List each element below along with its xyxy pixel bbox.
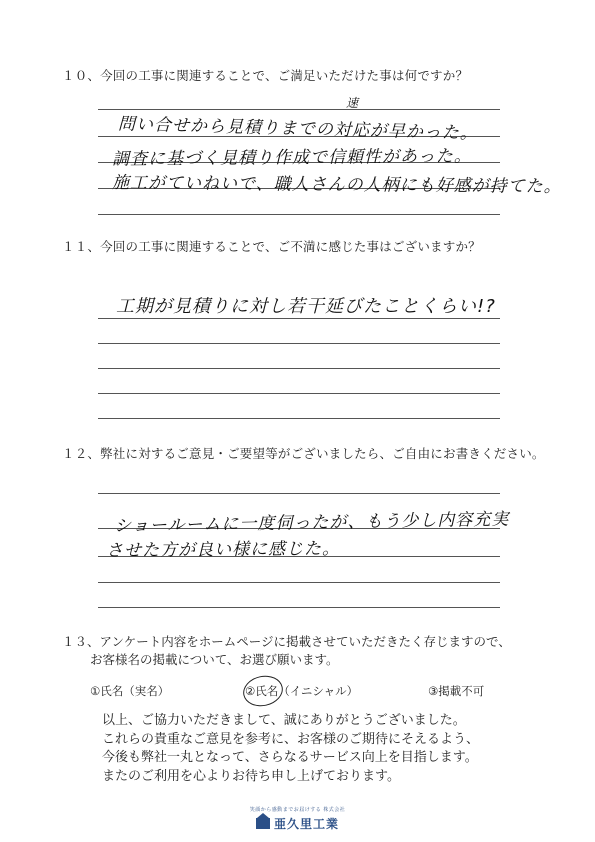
company-brand xyxy=(256,815,339,832)
q12-line-1 xyxy=(98,493,500,494)
q10-answer-3: 施工がていねいで、職人さんの人柄にも好感が持てた。 xyxy=(111,173,562,197)
option-real-name[interactable]: ①氏名（実名） xyxy=(90,684,170,698)
q13-question xyxy=(62,633,511,669)
q12-answer-1: ショールームに一度伺ったが、もう少し内容充実 xyxy=(113,509,510,537)
q11-line-5 xyxy=(98,418,500,419)
closing-line-3: 今後も弊社一丸となって、さらなるサービス向上を目指します。 xyxy=(102,750,478,765)
closing-line-2: これらの貴重なご意見を参考に、お客様のご期待にそえるよう、 xyxy=(102,731,480,747)
q13-question-line-2: お客様名の掲載について、お選び願います。 xyxy=(90,652,339,667)
q10-correction: 速 xyxy=(346,96,360,110)
q12-answer-2: させた方が良い様に感じた。 xyxy=(105,538,341,562)
q12-line-4 xyxy=(98,582,500,583)
closing-message xyxy=(102,712,479,786)
footer xyxy=(0,806,595,833)
company-tagline: 笑顔から感動までお届けする 株式会社 xyxy=(249,807,346,813)
q11-answer-1: 工期が見積りに対し若干延びたことくらい!? xyxy=(116,296,496,317)
q10-question: １０、今回の工事に関連することで、ご満足いただけた事は何ですか？ xyxy=(62,68,469,83)
q10-answer-2: 調査に基づく見積り作成で信頼性があった。 xyxy=(111,146,472,170)
q10-answer-1: 問い合せから見積りまでの対応が早かった。 xyxy=(117,114,479,144)
closing-line-1: 以上、ご協力いただきまして、誠にありがとうございました。 xyxy=(102,713,466,728)
q11-line-1 xyxy=(98,318,500,319)
company-name: 亜久里工業 xyxy=(273,817,339,831)
option-initial[interactable]: ②氏名（イニシャル） xyxy=(245,684,359,698)
q11-question: １１、今回の工事に関連することで、ご不満に感じた事はございますか？ xyxy=(62,239,481,254)
q10-line-5 xyxy=(98,214,500,215)
q13-question-line-1: １３、アンケート内容をホームページに掲載させていただきたく存じますので、 xyxy=(62,634,511,649)
q11-line-4 xyxy=(98,393,500,394)
option-no-publish[interactable]: ③掲載不可 xyxy=(428,684,485,698)
closing-line-4: またのご利用を心よりお待ち申し上げております。 xyxy=(102,768,400,784)
q12-question: １２、弊社に対するご意見・ご要望等がございましたら、ご自由にお書きください。 xyxy=(62,446,545,461)
q12-line-5 xyxy=(98,607,500,608)
house-logo-icon xyxy=(256,818,270,829)
q11-line-2 xyxy=(98,343,500,344)
selected-option-circle xyxy=(240,672,285,710)
q11-line-3 xyxy=(98,368,500,369)
